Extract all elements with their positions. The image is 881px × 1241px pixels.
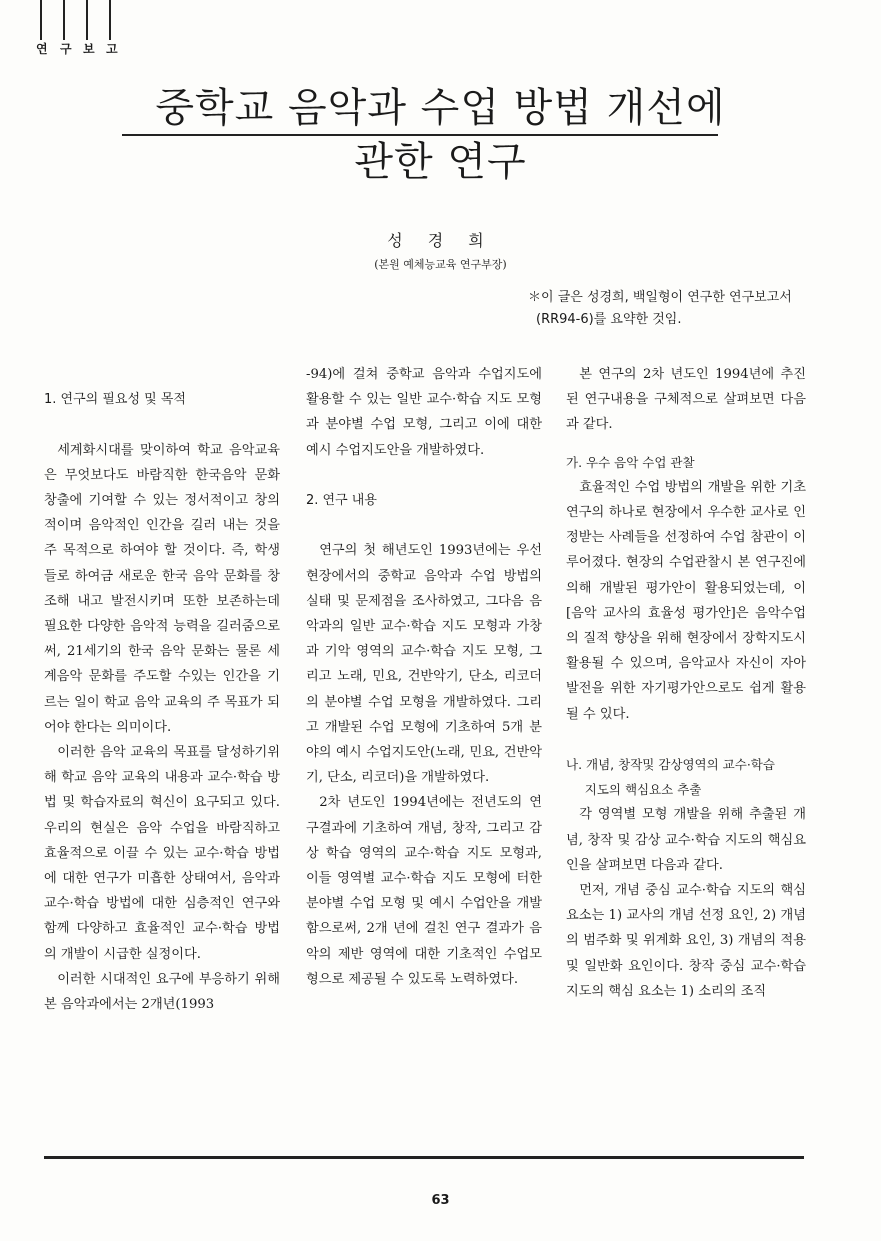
series-char: 보 — [83, 42, 95, 56]
series-tag — [36, 0, 140, 62]
subsection-heading-a: 가. 우수 음악 수업 관찰 — [566, 454, 695, 470]
series-char: 고 — [106, 42, 118, 56]
tag-divider — [40, 0, 42, 40]
subsection-heading-b — [566, 752, 806, 802]
title-underline — [122, 134, 718, 136]
paragraph: 2차 년도인 1994년에는 전년도의 연구결과에 기초하여 개념, 창작, 그리고 감상 학습 영역의 교수·학습 지도 모형과, 이들 영역별 교수·학습 지도 모형에 터한 분야별 수업 모형 및 예시 수업안을 개발함으로써, 2개 년에 걸친 연구 결과가 음악의 제반 영역에 대한 기초적인 수업모형으로 제공될 수 있도록 노력하였다. — [306, 795, 542, 987]
paragraph: -94)에 걸쳐 중학교 음악과 수업지도에 활용할 수 있는 일반 교수·학습 지도 모형과 분야별 수업 모형, 그리고 이에 대한 예시 수업지도안을 개발하였다. — [306, 367, 542, 458]
paragraph: 이러한 시대적인 요구에 부응하기 위해 본 음악과에서는 2개년(1993 — [44, 971, 280, 1013]
paragraph: 연구의 첫 해년도인 1993년에는 우선 현장에서의 중학교 음악과 수업 방법의 실태 및 문제점을 조사하였고, 그다음 음악과의 일반 교수·학습 지도 모형과 가창과 기악 영역의 교수·학습 지도 모형, 그리고 노래, 민요, 건반악기, 단소, 리코더의 분야별 수업 모형을 개발하였다. 그리고 개발된 수업 모형에 기초하여 5개 분야의 예시 수업지도안(노래, 민요, 건반악기, 단소, 리코더)을 개발하였다. — [306, 543, 542, 786]
source-note-line-2: (RR94-6)를 요약한 것임. — [536, 312, 682, 327]
page-number: 63 — [431, 1193, 450, 1208]
paragraph: 세계화시대를 맞이하여 학교 음악교육은 무엇보다도 바람직한 한국음악 문화 창출에 기여할 수 있는 정서적이고 창의적이며 음악적인 인간을 길러 내는 것을 주 목적으로 하여야 할 것이다. 즉, 학생들로 하여금 새로운 한국 음악 문화를 창조해 내고 발전시키며 또한 보존하는데 필요한 다양한 음악적 능력을 길러줌으로써, 21세기의 한국 음악 문화는 물론 세계음악 문화를 주도할 수있는 인간을 기르는 일이 학교 음악 교육의 주 목표가 되어야 한다는 의미이다. — [44, 442, 280, 735]
paragraph: 먼저, 개념 중심 교수·학습 지도의 핵심 요소는 1) 교사의 개념 선정 요인, 2) 개념의 범주화 및 위계화 요인, 3) 개념의 적용 및 일반화 요인이다. 창작 중심 교수·학습 지도의 핵심 요소는 1) 소리의 조직 — [566, 883, 806, 999]
footer-rule — [44, 1156, 804, 1159]
column-3 — [566, 362, 806, 1004]
title-line-1: 중학교 음악과 수업 방법 개선에 — [155, 85, 726, 131]
title-line-2: 관한 연구 — [354, 139, 527, 185]
source-note — [528, 287, 848, 331]
tag-divider — [109, 0, 111, 40]
tag-divider — [63, 0, 65, 40]
paragraph: 이러한 음악 교육의 목표를 달성하기위해 학교 음악 교육의 내용과 교수·학습 방법 및 학습자료의 혁신이 요구되고 있다. 우리의 현실은 음악 수업을 바람직하고 효율적으로 이끌 수 있는 교수·학습 방법에 대한 연구가 미흡한 상태여서, 음악과 교수·학습 방법에 대한 심층적인 연구와 함께 다양하고 효율적인 교수·학습 방법의 개발이 시급한 실정이다. — [44, 745, 280, 962]
subsection-heading-b-line-1: 나. 개념, 창작및 감상영역의 교수·학습 — [566, 757, 775, 773]
series-char: 구 — [60, 42, 72, 56]
section-heading-2: 2. 연구 내용 — [306, 493, 377, 508]
author: 성 경 희 — [387, 231, 494, 250]
tag-divider — [86, 0, 88, 40]
section-heading-1: 1. 연구의 필요성 및 목적 — [44, 392, 186, 408]
paragraph: 각 영역별 모형 개발을 위해 추출된 개념, 창작 및 감상 교수·학습 지도의 핵심요인을 살펴보면 다음과 같다. — [566, 807, 806, 873]
paragraph: 본 연구의 2차 년도인 1994년에 추진된 연구내용을 구체적으로 살펴보면 다음과 같다. — [566, 367, 806, 433]
column-1 — [44, 362, 280, 1017]
affiliation: (본원 예체능교육 연구부장) — [374, 258, 507, 271]
subsection-heading-b-line-2: 지도의 핵심요소 추출 — [584, 782, 702, 798]
series-char: 연 — [36, 42, 48, 56]
paragraph: 효율적인 수업 방법의 개발을 위한 기초연구의 하나로 현장에서 우수한 교사로 인정받는 사례들을 선정하여 수업 참관이 이루어졌다. 현장의 수업관찰시 본 연구진에 의해 개발된 평가안이 활용되었는데, 이 [음악 교사의 효율성 평가안]은 음악수업의 질적 향상을 위해 현장에서 장학지도시 활용될 수 있으며, 음악교사 자신이 자아발전을 위한 자기평가안으로도 쉽게 활용될 수 있다. — [566, 479, 806, 722]
source-note-line-1: ＊이 글은 성경희, 백일형이 연구한 연구보고서 — [528, 290, 792, 305]
column-2 — [306, 362, 542, 992]
